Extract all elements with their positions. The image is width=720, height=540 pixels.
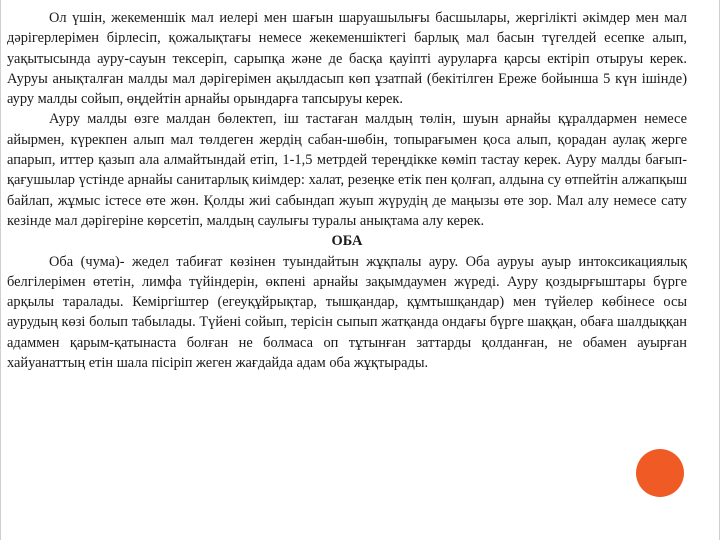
left-border-line xyxy=(0,0,1,540)
paragraph-oba-description: Оба (чума)- жедел табиғат көзінен туындайтын жұқпалы ауру. Оба ауруы ауыр интоксикациялық белгілерімен өтетін, лимфа түйіндерін, өкпені арнайы зақымдаумен жүреді. Ауру қоздырғыштары бүрге арқылы таралады. Кеміргіштер (егеуқұйрықтар, тышқандар, құмтышқандар) мен түйелер көбінесе осы аурудың көзі болып табылады. Түйені сойып, терісін сыпып жатқанда ондағы бүрге шаққан, обаға шалдыққан адаммен қарым-қатынаста болған не болмаса оп тұтынған заттарды қолданған, не обамен ауырған хайуанаттың етін шала пісіріп жеген жағдайда адам оба жұқтырады. xyxy=(7,253,687,372)
decorative-orange-circle xyxy=(636,449,684,497)
document-body xyxy=(7,8,687,373)
section-heading-oba: ОБА xyxy=(331,233,363,250)
paragraph-livestock-registration: Ол үшін, жекеменшік мал иелері мен шағын шаруашылығы басшылары, жергілікті әкімдер мен мал дәрігерлерімен бірлесіп, қожалықтағы немесе жекеменшіктегі барлық мал басын түгелдей есепке алып, уақытысында ауру-сауын тексеріп, сарыпқа және де басқа қауіпті ауруларға қарсы ектіріп отыруы керек. Ауруы анықталған малды мал дәрігерімен ақылдасып көп ұзатпай (бекітілген Ереже бойынша 5 күн ішінде) ауру малды сойып, өңдейтін арнайы орындарға тапсыруы керек. xyxy=(7,10,687,108)
paragraph-sick-animal-handling: Ауру малды өзге малдан бөлектеп, іш тастаған малдың төлін, шуын арнайы құралдармен немесе айырмен, күрекпен алып мал төлдеген жердің сабан-шөбін, топырағымен қоса алып, қорадан аулақ жерге апарып, иттер қазып ала алмайтындай етіп, 1-1,5 метрдей тереңдікке көміп тастау керек. Ауру малды бағып-қағушылар үстінде арнайы санитарлық киімдер: халат, резеңке етік пен қолғап, алдына су өтпейтін алжапқыш байлап, жұмыс істесе өте жөн. Қолды жиі сабындап жуып жүрудің де маңызы өте зор. Мал алу немесе сату кезінде мал дәрігеріне көрсетіп, малдың саулығы туралы анықтама алу керек. xyxy=(7,111,687,229)
